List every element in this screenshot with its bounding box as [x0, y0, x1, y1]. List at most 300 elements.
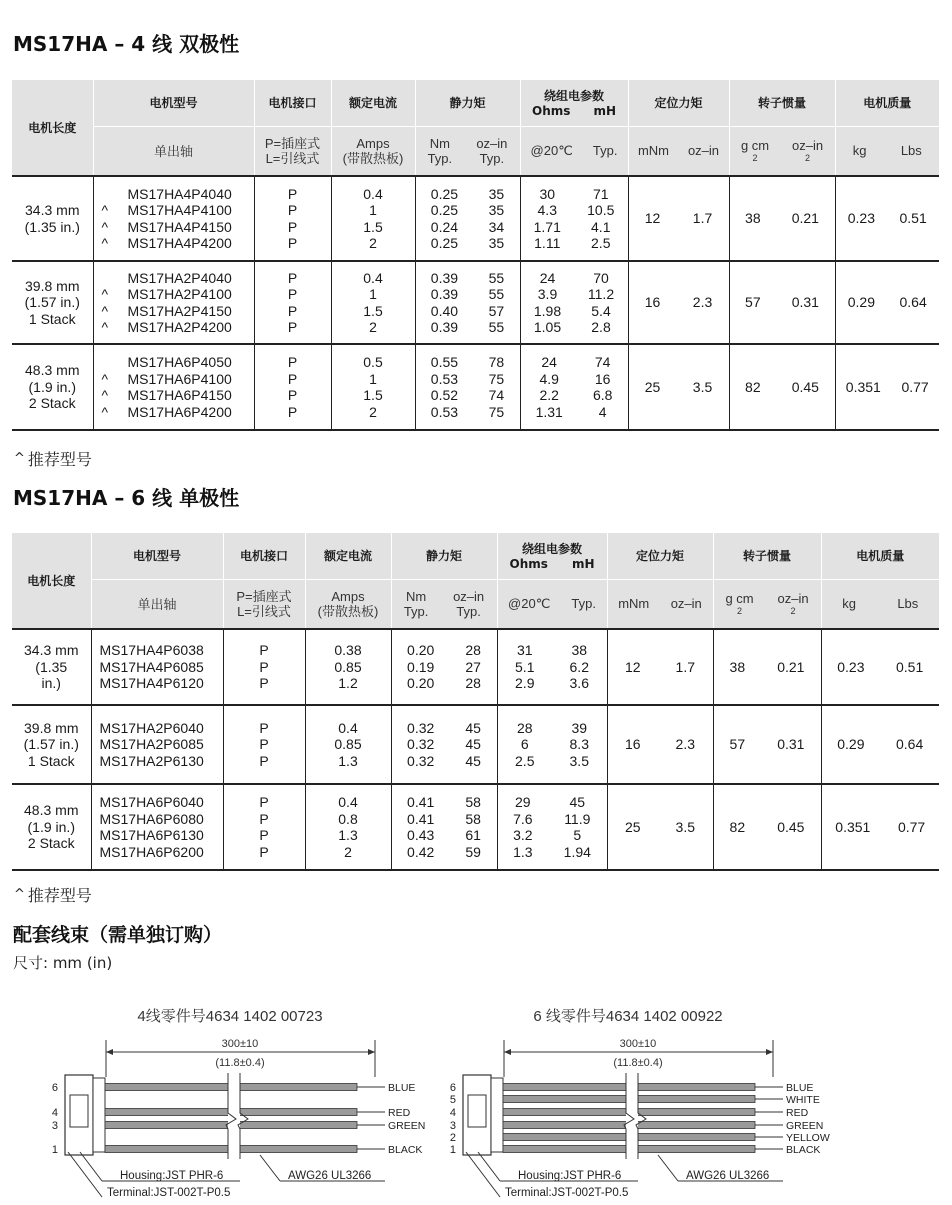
conn-value: P — [259, 642, 269, 659]
ohms-value: 7.6 — [513, 810, 533, 827]
ohms-value: 2.5 — [515, 752, 535, 769]
ohms-value: 1.71 — [533, 218, 561, 235]
conn-value: P — [287, 218, 298, 235]
inertia-oz-value: 0.31 — [777, 736, 805, 753]
nm-value: 0.55 — [430, 354, 459, 370]
amps-value: 0.4 — [363, 269, 383, 286]
conn-value: P — [287, 354, 298, 370]
length-line: (1.9 in.) — [27, 818, 75, 835]
header2-winding-sub — [497, 579, 607, 629]
amps-value: 2 — [369, 403, 377, 420]
detent-mnm-value: 16 — [644, 294, 661, 311]
inertia-g-value: 82 — [745, 378, 761, 395]
detent-ozin-value: 1.7 — [692, 210, 713, 227]
header2-detent: 定位力矩 — [607, 533, 713, 579]
harness-diagram-4wire — [40, 995, 426, 1205]
model-number: MS17HA6P6130 — [99, 827, 204, 843]
amps-value: 0.85 — [334, 736, 362, 753]
model-number: MS17HA2P4100 — [127, 286, 232, 302]
ozin-value: 59 — [465, 843, 481, 860]
connector2-sub2: L=引线式 — [237, 603, 291, 619]
length-line: 1 Stack — [27, 752, 75, 769]
mass-lbs: Lbs — [900, 143, 922, 159]
model-line — [100, 720, 223, 737]
model-number: MS17HA4P6038 — [99, 642, 204, 659]
mh-value: 6.8 — [592, 387, 613, 403]
model-number: MS17HA2P6130 — [99, 752, 204, 769]
detent-values — [607, 629, 713, 705]
conn-value: P — [287, 202, 298, 218]
ozin-value: 75 — [488, 370, 505, 387]
torque-values — [391, 629, 497, 705]
torque-values — [415, 176, 520, 261]
note-text: 推荐型号 — [27, 450, 92, 469]
model-number: MS17HA6P4200 — [127, 403, 232, 420]
motor-length — [12, 344, 93, 430]
conn-value: P — [287, 185, 298, 202]
conn-value: P — [259, 827, 269, 843]
header2-torque-sub — [391, 579, 497, 629]
conn-value: P — [259, 794, 269, 810]
length-line: in.) — [41, 675, 61, 692]
nm-value: 0.52 — [430, 387, 459, 403]
detent-mnm-value: 25 — [644, 378, 661, 395]
ohms-value: 3.9 — [537, 286, 558, 302]
housing-label: Housing:JST PHR-6 — [518, 1170, 622, 1182]
nm-value: 0.39 — [430, 319, 459, 335]
length-label: 300±10 — [221, 1038, 259, 1050]
model-line — [102, 303, 254, 320]
length-line: 34.3 mm — [24, 642, 79, 659]
section1-note: ^ 推荐型号 — [14, 450, 92, 469]
mh-value: 16 — [594, 370, 611, 387]
mass-values — [835, 344, 939, 430]
detent-ozin-value: 3.5 — [675, 818, 695, 835]
ohms-value: 28 — [516, 719, 533, 736]
mass-values — [821, 784, 939, 870]
header2-winding-label: 绕组电参数 — [521, 542, 582, 557]
spec-table-4wire — [12, 80, 939, 431]
conn-value: P — [259, 719, 269, 736]
pin-number: 3 — [51, 1120, 58, 1132]
conn-value: P — [287, 286, 298, 302]
current-values — [331, 344, 415, 430]
connector-sub1: P=插座式 — [264, 135, 321, 151]
conn-value: P — [287, 235, 298, 251]
current2-sub2: (带散热板) — [317, 603, 379, 619]
model-line — [100, 753, 223, 770]
length-line: (1.57 in.) — [24, 294, 80, 311]
model-line — [102, 387, 254, 404]
conn-value: P — [259, 843, 269, 860]
header-winding — [520, 80, 628, 126]
ozin-value: 75 — [488, 403, 505, 420]
ozin-value: 35 — [488, 185, 505, 202]
pin-number: 1 — [449, 1144, 456, 1156]
winding-typ: Typ. — [592, 142, 618, 158]
mh-value: 39 — [571, 719, 588, 736]
detent-ozin-value: 3.5 — [692, 378, 713, 395]
amps-value: 1 — [369, 202, 377, 218]
motor-length — [12, 261, 93, 344]
current-values — [305, 629, 391, 705]
nm-value: 0.40 — [430, 302, 459, 319]
recommended-mark — [102, 186, 128, 203]
model-list — [93, 176, 254, 261]
model-line — [100, 642, 223, 659]
winding-values — [520, 344, 628, 430]
harness-4wire-caption: 4线零件号4634 1402 00723 — [137, 1008, 323, 1025]
nm-value: 0.20 — [407, 642, 435, 659]
mh-value: 71 — [592, 185, 609, 202]
detent2-mnm: mNm — [618, 596, 650, 612]
length-line: 2 Stack — [27, 835, 75, 852]
header-ohms: Ohms — [532, 104, 571, 119]
detent-mnm: mNm — [637, 143, 670, 159]
connector2-sub1: P=插座式 — [236, 588, 292, 604]
header-connector-sub — [254, 126, 331, 176]
ozin-value: 28 — [465, 675, 481, 692]
header-inertia-sub — [729, 126, 835, 176]
header-winding-sub — [520, 126, 628, 176]
length-line: 2 Stack — [28, 395, 76, 412]
model-number: MS17HA4P6120 — [99, 675, 204, 692]
amps-value: 0.85 — [334, 658, 362, 675]
amps-value: 2 — [369, 319, 377, 335]
detent2-ozin: oz–in — [670, 596, 702, 612]
amps-value: 0.4 — [363, 185, 383, 202]
length-line: 48.3 mm — [24, 802, 79, 819]
amps-value: 2 — [344, 843, 352, 860]
lbs-value: 0.51 — [896, 658, 924, 675]
amps-value: 1 — [369, 370, 377, 387]
header2-current: 额定电流 — [305, 533, 391, 579]
nm-value: 0.25 — [430, 235, 459, 251]
ozin-value: 78 — [488, 354, 505, 370]
current-sub1: Amps — [356, 135, 390, 151]
conn-value: P — [287, 302, 298, 319]
nm-value: 0.41 — [407, 794, 435, 810]
recommended-mark: ^ — [101, 387, 109, 403]
inertia-oz-value: 0.31 — [791, 294, 819, 311]
nm-value: 0.41 — [407, 810, 435, 827]
inertia-values — [729, 344, 835, 430]
model-number: MS17HA6P6040 — [99, 794, 204, 810]
header2-ohms: Ohms — [509, 557, 548, 572]
model-line — [102, 354, 254, 371]
recommended-mark: ^ — [101, 235, 109, 251]
torque-values — [391, 705, 497, 784]
ohms-value: 24 — [539, 269, 556, 286]
model-line — [100, 844, 223, 861]
header-mass: 电机质量 — [835, 80, 939, 126]
ozin-value: 57 — [488, 302, 505, 319]
nm-value: 0.32 — [407, 752, 435, 769]
mh-value: 8.3 — [569, 736, 589, 753]
wire-color-label: YELLOW — [786, 1132, 830, 1144]
recommended-mark: ^ — [101, 286, 109, 302]
header-torque: 静力矩 — [415, 80, 520, 126]
conn-value: P — [287, 387, 298, 403]
detent-mnm-value: 12 — [644, 210, 661, 227]
model-line — [102, 186, 254, 203]
motor-length — [12, 705, 91, 784]
winding-temp: @20℃ — [530, 142, 573, 158]
kg-value: 0.351 — [845, 378, 881, 395]
ohms-value: 24 — [541, 354, 557, 370]
conn-value: P — [259, 736, 269, 753]
ozin-value: 34 — [488, 218, 505, 235]
mh-value: 45 — [569, 794, 586, 810]
ohms-value: 1.11 — [534, 235, 561, 251]
header2-torque: 静力矩 — [391, 533, 497, 579]
winding-values — [520, 261, 628, 344]
amps-value: 0.38 — [334, 642, 362, 659]
recommended-mark: ^ — [101, 319, 109, 335]
table-row — [12, 784, 939, 870]
length-line: 1 Stack — [28, 310, 76, 327]
current2-sub1: Amps — [331, 588, 365, 604]
header2-winding — [497, 533, 607, 579]
ozin-value: 45 — [465, 752, 481, 769]
model-line — [102, 319, 254, 336]
ohms-value: 31 — [516, 642, 533, 659]
ohms-value: 1.3 — [513, 843, 533, 860]
model-line — [100, 736, 223, 753]
conn-value: P — [287, 370, 298, 387]
length-line: 39.8 mm — [25, 277, 80, 294]
inertia-values — [713, 705, 821, 784]
model-line — [100, 659, 223, 676]
inertia-ozin: oz–in 2 — [791, 138, 824, 164]
ohms-value: 29 — [515, 794, 531, 810]
winding-values — [497, 784, 607, 870]
model-line — [102, 235, 254, 252]
header2-model-sub: 单出轴 — [91, 579, 223, 629]
wire-color-label: GREEN — [388, 1120, 426, 1132]
model-line — [100, 675, 223, 692]
section1-title: MS17HA – 4 线 双极性 — [13, 32, 240, 56]
winding-values — [497, 705, 607, 784]
ohms-value: 1.98 — [533, 302, 562, 319]
header-detent: 定位力矩 — [628, 80, 729, 126]
inertia-g-value: 57 — [745, 294, 761, 311]
header-current-sub — [331, 126, 415, 176]
detent-ozin-value: 1.7 — [675, 658, 695, 675]
detent-values — [607, 705, 713, 784]
torque-ozin: oz–in — [476, 135, 508, 151]
mh-value: 3.6 — [569, 675, 589, 692]
ozin-value: 61 — [465, 827, 481, 843]
model-line — [102, 270, 254, 287]
pin-number: 6 — [449, 1082, 456, 1094]
inertia-values — [729, 176, 835, 261]
inertia-values — [713, 629, 821, 705]
pin-number: 6 — [51, 1082, 58, 1094]
recommended-mark: ^ — [101, 218, 109, 235]
harness-6wire-caption: 6 线零件号4634 1402 00922 — [533, 1008, 723, 1025]
wire-color-label: BLUE — [786, 1082, 814, 1094]
mh-value: 4.1 — [591, 218, 611, 235]
pin-number: 4 — [51, 1107, 58, 1119]
lbs-value: 0.77 — [897, 818, 926, 835]
model-number: MS17HA6P4150 — [127, 387, 232, 403]
ozin-value: 55 — [488, 319, 505, 335]
torque-nm: Nm — [429, 135, 450, 151]
header-mass-sub — [835, 126, 939, 176]
torque2-ozin: oz–in — [453, 588, 485, 604]
nm-value: 0.25 — [430, 185, 459, 202]
detent-values — [607, 784, 713, 870]
ohms-value: 1.05 — [533, 319, 562, 335]
model-number: MS17HA4P4150 — [127, 218, 232, 235]
model-line — [100, 794, 223, 811]
kg-value: 0.23 — [837, 658, 865, 675]
header2-mass-sub — [821, 579, 939, 629]
model-list — [91, 629, 223, 705]
harness-diagram-6wire — [438, 995, 830, 1205]
ohms-value: 2.2 — [539, 387, 559, 403]
length-line: 39.8 mm — [24, 719, 79, 736]
model-number: MS17HA6P4050 — [127, 354, 232, 370]
mh-value: 2.8 — [591, 319, 611, 335]
current-values — [331, 261, 415, 344]
lbs-value: 0.51 — [899, 210, 927, 227]
header-model-sub: 单出轴 — [93, 126, 254, 176]
header2-mass: 电机质量 — [821, 533, 939, 579]
torque-values — [415, 261, 520, 344]
inertia2-ozin: oz–in 2 — [777, 591, 809, 617]
terminal-label: Terminal:JST-002T-P0.5 — [107, 1187, 231, 1199]
length-line: 48.3 mm — [25, 362, 80, 379]
header2-inertia: 转子惯量 — [713, 533, 821, 579]
detent-ozin-value: 2.3 — [692, 294, 713, 311]
model-number: MS17HA6P6080 — [99, 810, 204, 827]
ohms-value: 5.1 — [515, 658, 535, 675]
model-number: MS17HA6P4100 — [127, 370, 232, 387]
header-mh: mH — [593, 104, 616, 119]
model-list — [93, 261, 254, 344]
length-label-in: (11.8±0.4) — [215, 1057, 265, 1069]
torque2-nm: Nm — [406, 588, 427, 604]
amps-value: 1.3 — [338, 752, 358, 769]
table-row — [12, 629, 939, 705]
current-values — [331, 176, 415, 261]
recommended-mark: ^ — [101, 302, 109, 319]
connector-values — [254, 344, 331, 430]
amps-value: 1.5 — [363, 218, 383, 235]
length-line: (1.35 — [35, 658, 68, 675]
note2-text: 推荐型号 — [27, 886, 92, 905]
model-list — [93, 344, 254, 430]
wire-color-label: BLACK — [388, 1144, 423, 1156]
motor-length — [12, 176, 93, 261]
model-number: MS17HA4P6085 — [99, 658, 204, 675]
mh-value: 1.94 — [563, 843, 591, 860]
nm-value: 0.39 — [430, 269, 459, 286]
ohms-value: 4.9 — [539, 370, 559, 387]
nm-value: 0.42 — [407, 843, 435, 860]
recommended-mark: ^ — [101, 202, 109, 218]
table-row — [12, 261, 939, 344]
mass-values — [835, 176, 939, 261]
wire-color-label: GREEN — [786, 1120, 824, 1132]
torque2-typ2: Typ. — [456, 603, 481, 619]
amps-value: 0.4 — [338, 719, 358, 736]
spec-table-6wire — [12, 533, 939, 871]
ohms-value: 30 — [539, 185, 556, 202]
detent-mnm-value: 12 — [624, 658, 641, 675]
kg-value: 0.29 — [847, 294, 875, 311]
amps-value: 0.4 — [338, 794, 358, 810]
header-model: 电机型号 — [93, 80, 254, 126]
conn-value: P — [259, 658, 269, 675]
nm-value: 0.32 — [407, 736, 435, 753]
harness-drawing — [438, 995, 830, 1205]
detent-values — [628, 344, 729, 430]
header-inertia: 转子惯量 — [729, 80, 835, 126]
harness-title: 配套线束（需单独订购） — [13, 924, 223, 946]
conn-value: P — [259, 752, 269, 769]
detent-mnm-value: 16 — [624, 736, 641, 753]
inertia-values — [729, 261, 835, 344]
ozin-value: 58 — [465, 794, 481, 810]
header-detent-sub — [628, 126, 729, 176]
conn-value: P — [287, 319, 298, 335]
ozin-value: 45 — [465, 719, 481, 736]
section2-title: MS17HA – 6 线 单极性 — [13, 486, 240, 510]
wire-color-label: WHITE — [786, 1094, 820, 1106]
pin-number: 3 — [449, 1120, 456, 1132]
section2-note: ^ 推荐型号 — [14, 886, 92, 905]
header2-inertia-sub — [713, 579, 821, 629]
header2-detent-sub — [607, 579, 713, 629]
recommended-mark: ^ — [101, 370, 109, 387]
ozin-value: 35 — [488, 235, 505, 251]
current-values — [305, 705, 391, 784]
amps-value: 1.5 — [363, 302, 383, 319]
mh-value: 11.9 — [564, 810, 591, 827]
header-connector: 电机接口 — [254, 80, 331, 126]
mh-value: 2.5 — [591, 235, 611, 251]
wire-spec-label: AWG26 UL3266 — [686, 1170, 770, 1182]
recommended-mark — [102, 270, 128, 287]
model-line — [102, 404, 254, 421]
connector-values — [223, 705, 305, 784]
nm-value: 0.39 — [430, 286, 459, 302]
pin-number: 4 — [449, 1107, 456, 1119]
model-number: MS17HA2P4040 — [127, 269, 232, 286]
amps-value: 2 — [369, 235, 377, 251]
ozin-value: 58 — [465, 810, 481, 827]
kg-value: 0.23 — [847, 210, 875, 227]
header-torque-sub — [415, 126, 520, 176]
mh-value: 6.2 — [569, 658, 589, 675]
model-line — [102, 219, 254, 236]
inertia-oz-value: 0.21 — [791, 210, 819, 227]
pin-number: 5 — [449, 1094, 456, 1106]
wire-color-label: BLACK — [786, 1144, 821, 1156]
nm-value: 0.20 — [407, 675, 435, 692]
mh-value: 70 — [593, 269, 609, 286]
inertia-gcm: g cm 2 — [740, 138, 770, 164]
inertia-oz-value: 0.45 — [791, 378, 819, 395]
ozin-value: 55 — [488, 286, 505, 302]
torque2-typ1: Typ. — [403, 603, 429, 619]
model-number: MS17HA6P6200 — [99, 843, 204, 860]
amps-value: 1.3 — [338, 827, 358, 843]
conn-value: P — [287, 269, 298, 286]
